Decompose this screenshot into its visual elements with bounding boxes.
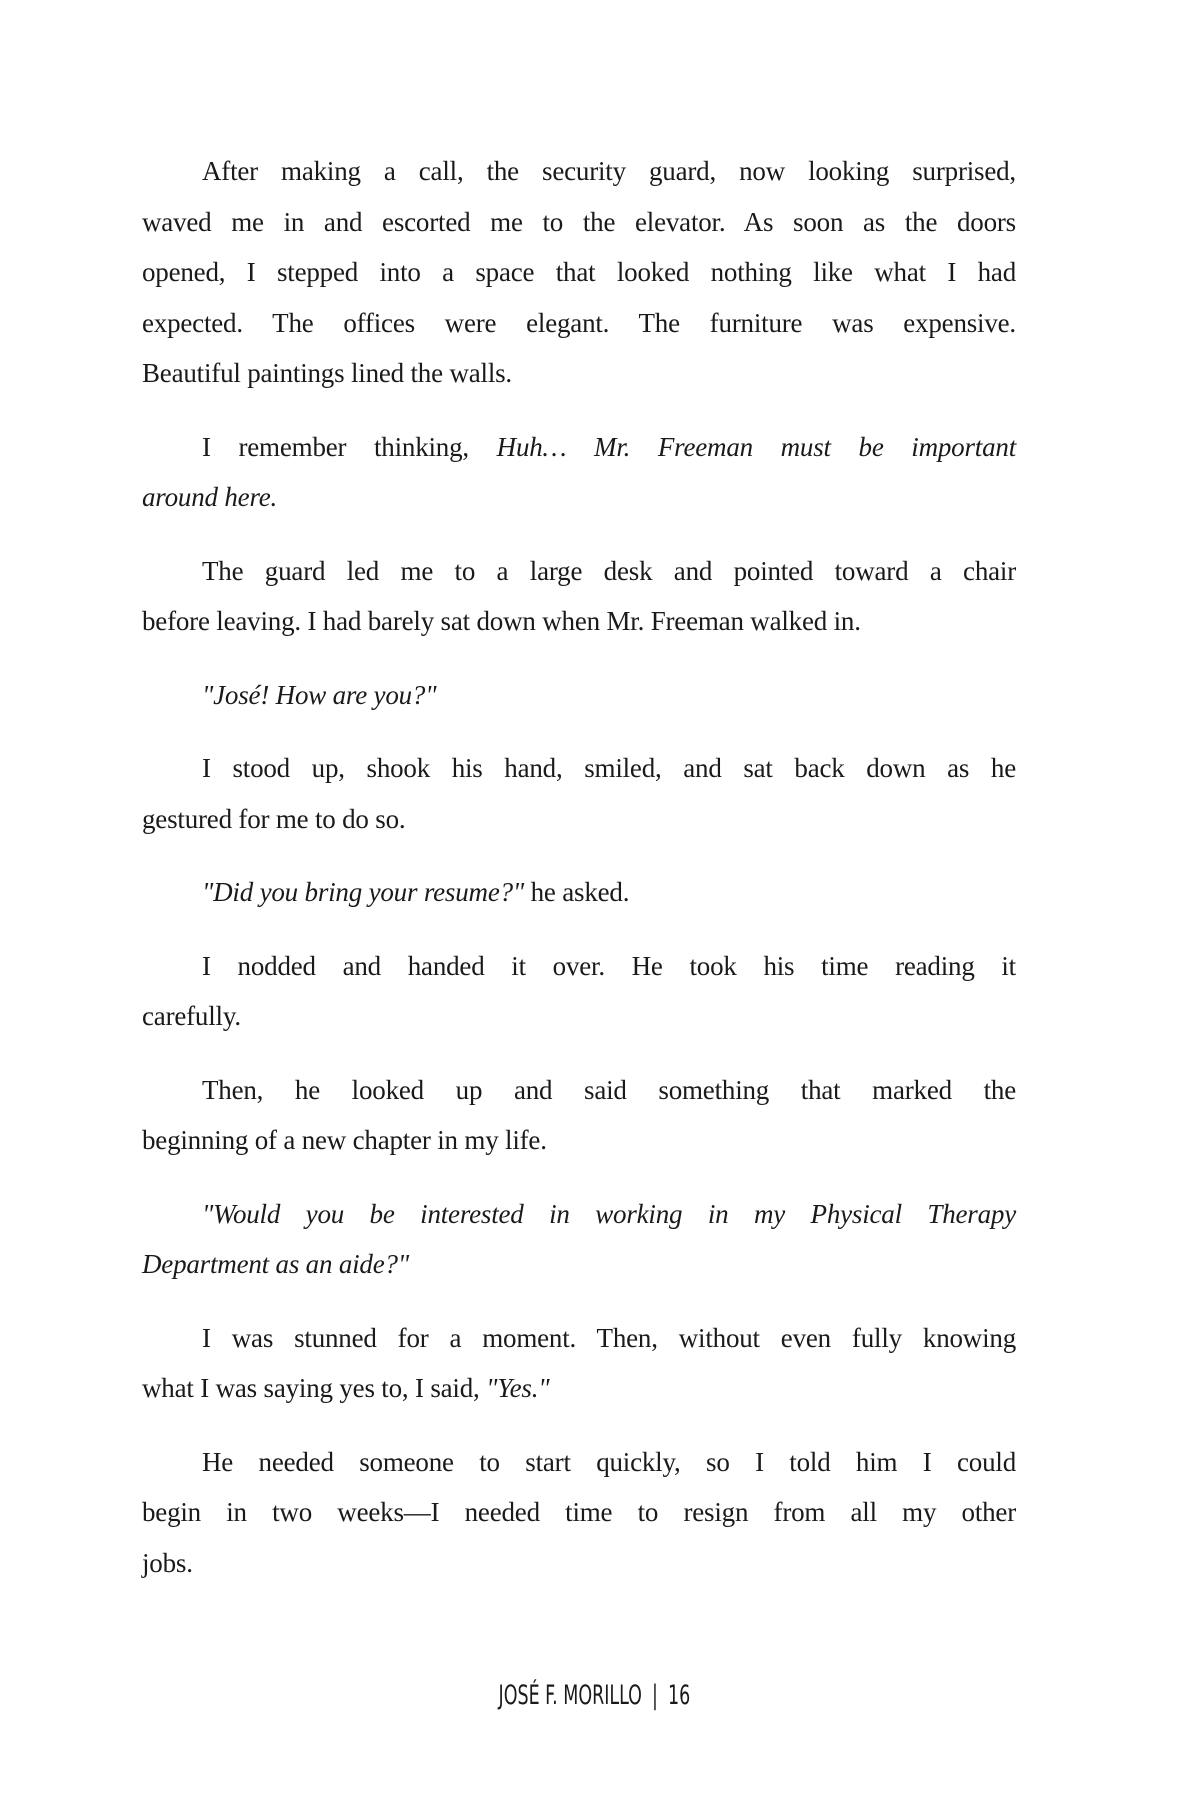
footer-separator: | [652, 1680, 658, 1711]
text-line [142, 1239, 1016, 1290]
author-name: JOSÉ F. MORILLO [498, 1680, 642, 1711]
text-line [142, 670, 1016, 721]
text-line [142, 941, 1016, 992]
italic-text: "Would you be interested in working in my Physical Therapy [202, 1198, 1016, 1229]
text-line [142, 991, 1016, 1042]
text-segment: opened, I stepped into a space that looked nothing like what I had [142, 257, 1016, 287]
text-line [142, 1065, 1016, 1116]
text-line [142, 1538, 1016, 1589]
text-line [142, 1437, 1016, 1488]
text-segment: He needed someone to start quickly, so I told him I could [202, 1446, 1016, 1477]
text-line [142, 1313, 1016, 1364]
italic-text: "Did you bring your resume?" [202, 877, 525, 907]
paragraph [142, 1313, 1016, 1414]
italic-text: Huh… Mr. Freeman must be important [496, 431, 1016, 462]
paragraph [142, 941, 1016, 1042]
text-segment: I was stunned for a moment. Then, without even fully knowing [202, 1322, 1016, 1353]
text-line [142, 1363, 1016, 1414]
paragraph [142, 867, 1016, 918]
paragraph [142, 1437, 1016, 1589]
paragraph [142, 1189, 1016, 1290]
body-text [142, 146, 1016, 1611]
text-segment: jobs. [142, 1547, 193, 1578]
text-segment: After making a call, the security guard, now looking surprised, [202, 156, 1016, 186]
paragraph [142, 670, 1016, 721]
paragraph [142, 146, 1016, 399]
text-line [142, 1487, 1016, 1538]
text-line [142, 596, 1016, 647]
text-line [142, 298, 1016, 349]
text-line [142, 348, 1016, 399]
paragraph [142, 546, 1016, 647]
italic-text: around here. [142, 482, 278, 512]
text-line [142, 422, 1016, 473]
text-line [142, 743, 1016, 794]
text-segment: carefully. [142, 1001, 241, 1031]
text-segment: beginning of a new chapter in my life. [142, 1125, 547, 1155]
text-line [142, 1115, 1016, 1166]
page-footer [162, 1680, 1026, 1711]
text-segment: I nodded and handed it over. He took his time reading it [202, 950, 1016, 981]
text-segment: Then, he looked up and said something that marked the [202, 1074, 1016, 1105]
text-segment: gestured for me to do so. [142, 803, 406, 834]
text-line [142, 1189, 1016, 1240]
text-segment: I remember thinking, [202, 431, 497, 462]
text-segment: Beautiful paintings lined the walls. [142, 358, 512, 388]
text-line [142, 546, 1016, 597]
text-segment: he asked. [524, 877, 630, 907]
text-line [142, 197, 1016, 248]
italic-text: "Yes." [486, 1373, 550, 1403]
text-line [142, 146, 1016, 197]
italic-text: Department as an aide?" [142, 1249, 409, 1279]
paragraph [142, 743, 1016, 844]
page-number: 16 [667, 1680, 691, 1711]
text-segment: before leaving. I had barely sat down when Mr. Freeman walked in. [142, 606, 861, 636]
text-segment: what I was saying yes to, I said, [142, 1373, 487, 1403]
text-segment: I stood up, shook his hand, smiled, and sat back down as he [202, 753, 1016, 783]
paragraph [142, 422, 1016, 523]
text-line [142, 247, 1016, 298]
paragraph [142, 1065, 1016, 1166]
text-segment: The guard led me to a large desk and pointed toward a chair [202, 555, 1016, 586]
text-segment: begin in two weeks—I needed time to resign from all my other [142, 1497, 1016, 1527]
text-segment: waved me in and escorted me to the elevator. As soon as the doors [142, 206, 1016, 237]
text-segment: expected. The offices were elegant. The furniture was expensive. [142, 307, 1016, 338]
text-line [142, 472, 1016, 523]
text-line [142, 867, 1016, 918]
italic-text: "José! How are you?" [202, 679, 437, 710]
text-line [142, 794, 1016, 845]
